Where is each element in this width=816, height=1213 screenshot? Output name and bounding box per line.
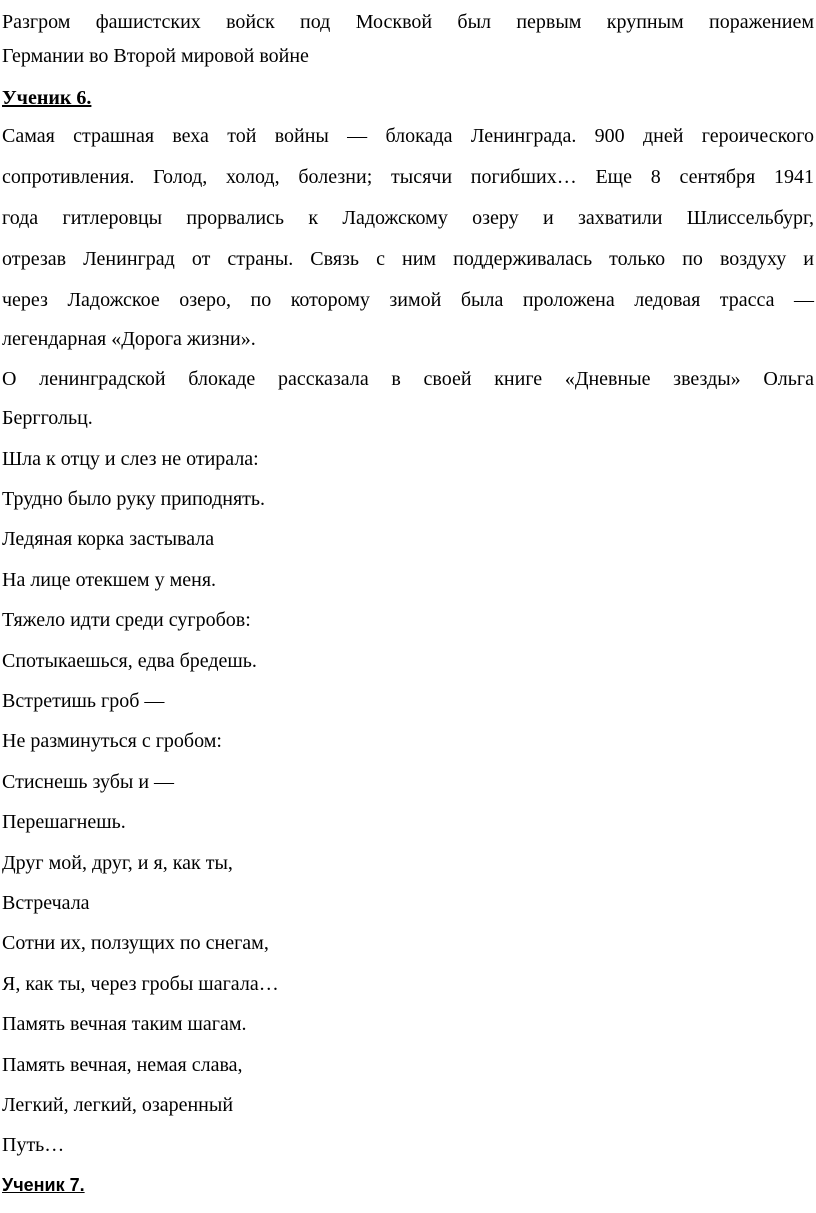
poem-line-11: Друг мой, друг, и я, как ты,	[2, 852, 233, 874]
student-7-heading: Ученик 7.	[2, 1175, 85, 1195]
paragraph-1-line-5: через Ладожское озеро, по которому зимой была проложена ледовая трасса —	[2, 289, 814, 311]
poem-line-8: Не разминуться с гробом:	[2, 730, 222, 752]
paragraph-1-line-2: сопротивления. Голод, холод, болезни; тысячи погибших… Еще 8 сентября 1941	[2, 166, 814, 188]
poem-line-3: Ледяная корка застывала	[2, 528, 215, 550]
student-6-heading: Ученик 6.	[2, 87, 92, 109]
poem-line-16: Память вечная, немая слава,	[2, 1054, 243, 1076]
intro-line-2: Германии во Второй мировой войне	[2, 45, 309, 67]
poem-line-15: Память вечная таким шагам.	[2, 1013, 247, 1035]
poem-line-2: Трудно было руку приподнять.	[2, 488, 266, 510]
poem-line-9: Стиснешь зубы и —	[2, 771, 175, 793]
poem-line-1: Шла к отцу и слез не отирала:	[2, 448, 259, 470]
paragraph-2-line-1: О ленинградской блокаде рассказала в своей книге «Дневные звезды» Ольга	[2, 368, 814, 390]
poem-line-5: Тяжело идти среди сугробов:	[2, 609, 251, 631]
poem-line-10: Перешагнешь.	[2, 811, 126, 833]
paragraph-2-line-2: Берггольц.	[2, 407, 93, 429]
paragraph-1-line-1: Самая страшная веха той войны — блокада Ленинграда. 900 дней героического	[2, 125, 814, 147]
poem-line-12: Встречала	[2, 892, 90, 914]
poem-line-13: Сотни их, ползущих по снегам,	[2, 932, 269, 954]
poem-line-6: Спотыкаешься, едва бредешь.	[2, 650, 257, 672]
poem-line-17: Легкий, легкий, озаренный	[2, 1094, 234, 1116]
poem-line-4: На лице отекшем у меня.	[2, 569, 217, 591]
paragraph-1-line-6: легендарная «Дорога жизни».	[2, 328, 256, 350]
poem-line-7: Встретишь гроб —	[2, 690, 165, 712]
poem-line-14: Я, как ты, через гробы шагала…	[2, 973, 279, 995]
poem-line-18: Путь…	[2, 1134, 65, 1156]
paragraph-1-line-3: года гитлеровцы прорвались к Ладожскому озеру и захватили Шлиссельбург,	[2, 207, 814, 229]
paragraph-1-line-4: отрезав Ленинград от страны. Связь с ним поддерживалась только по воздуху и	[2, 248, 814, 270]
intro-line-1: Разгром фашистских войск под Москвой был первым крупным поражением	[2, 11, 814, 33]
